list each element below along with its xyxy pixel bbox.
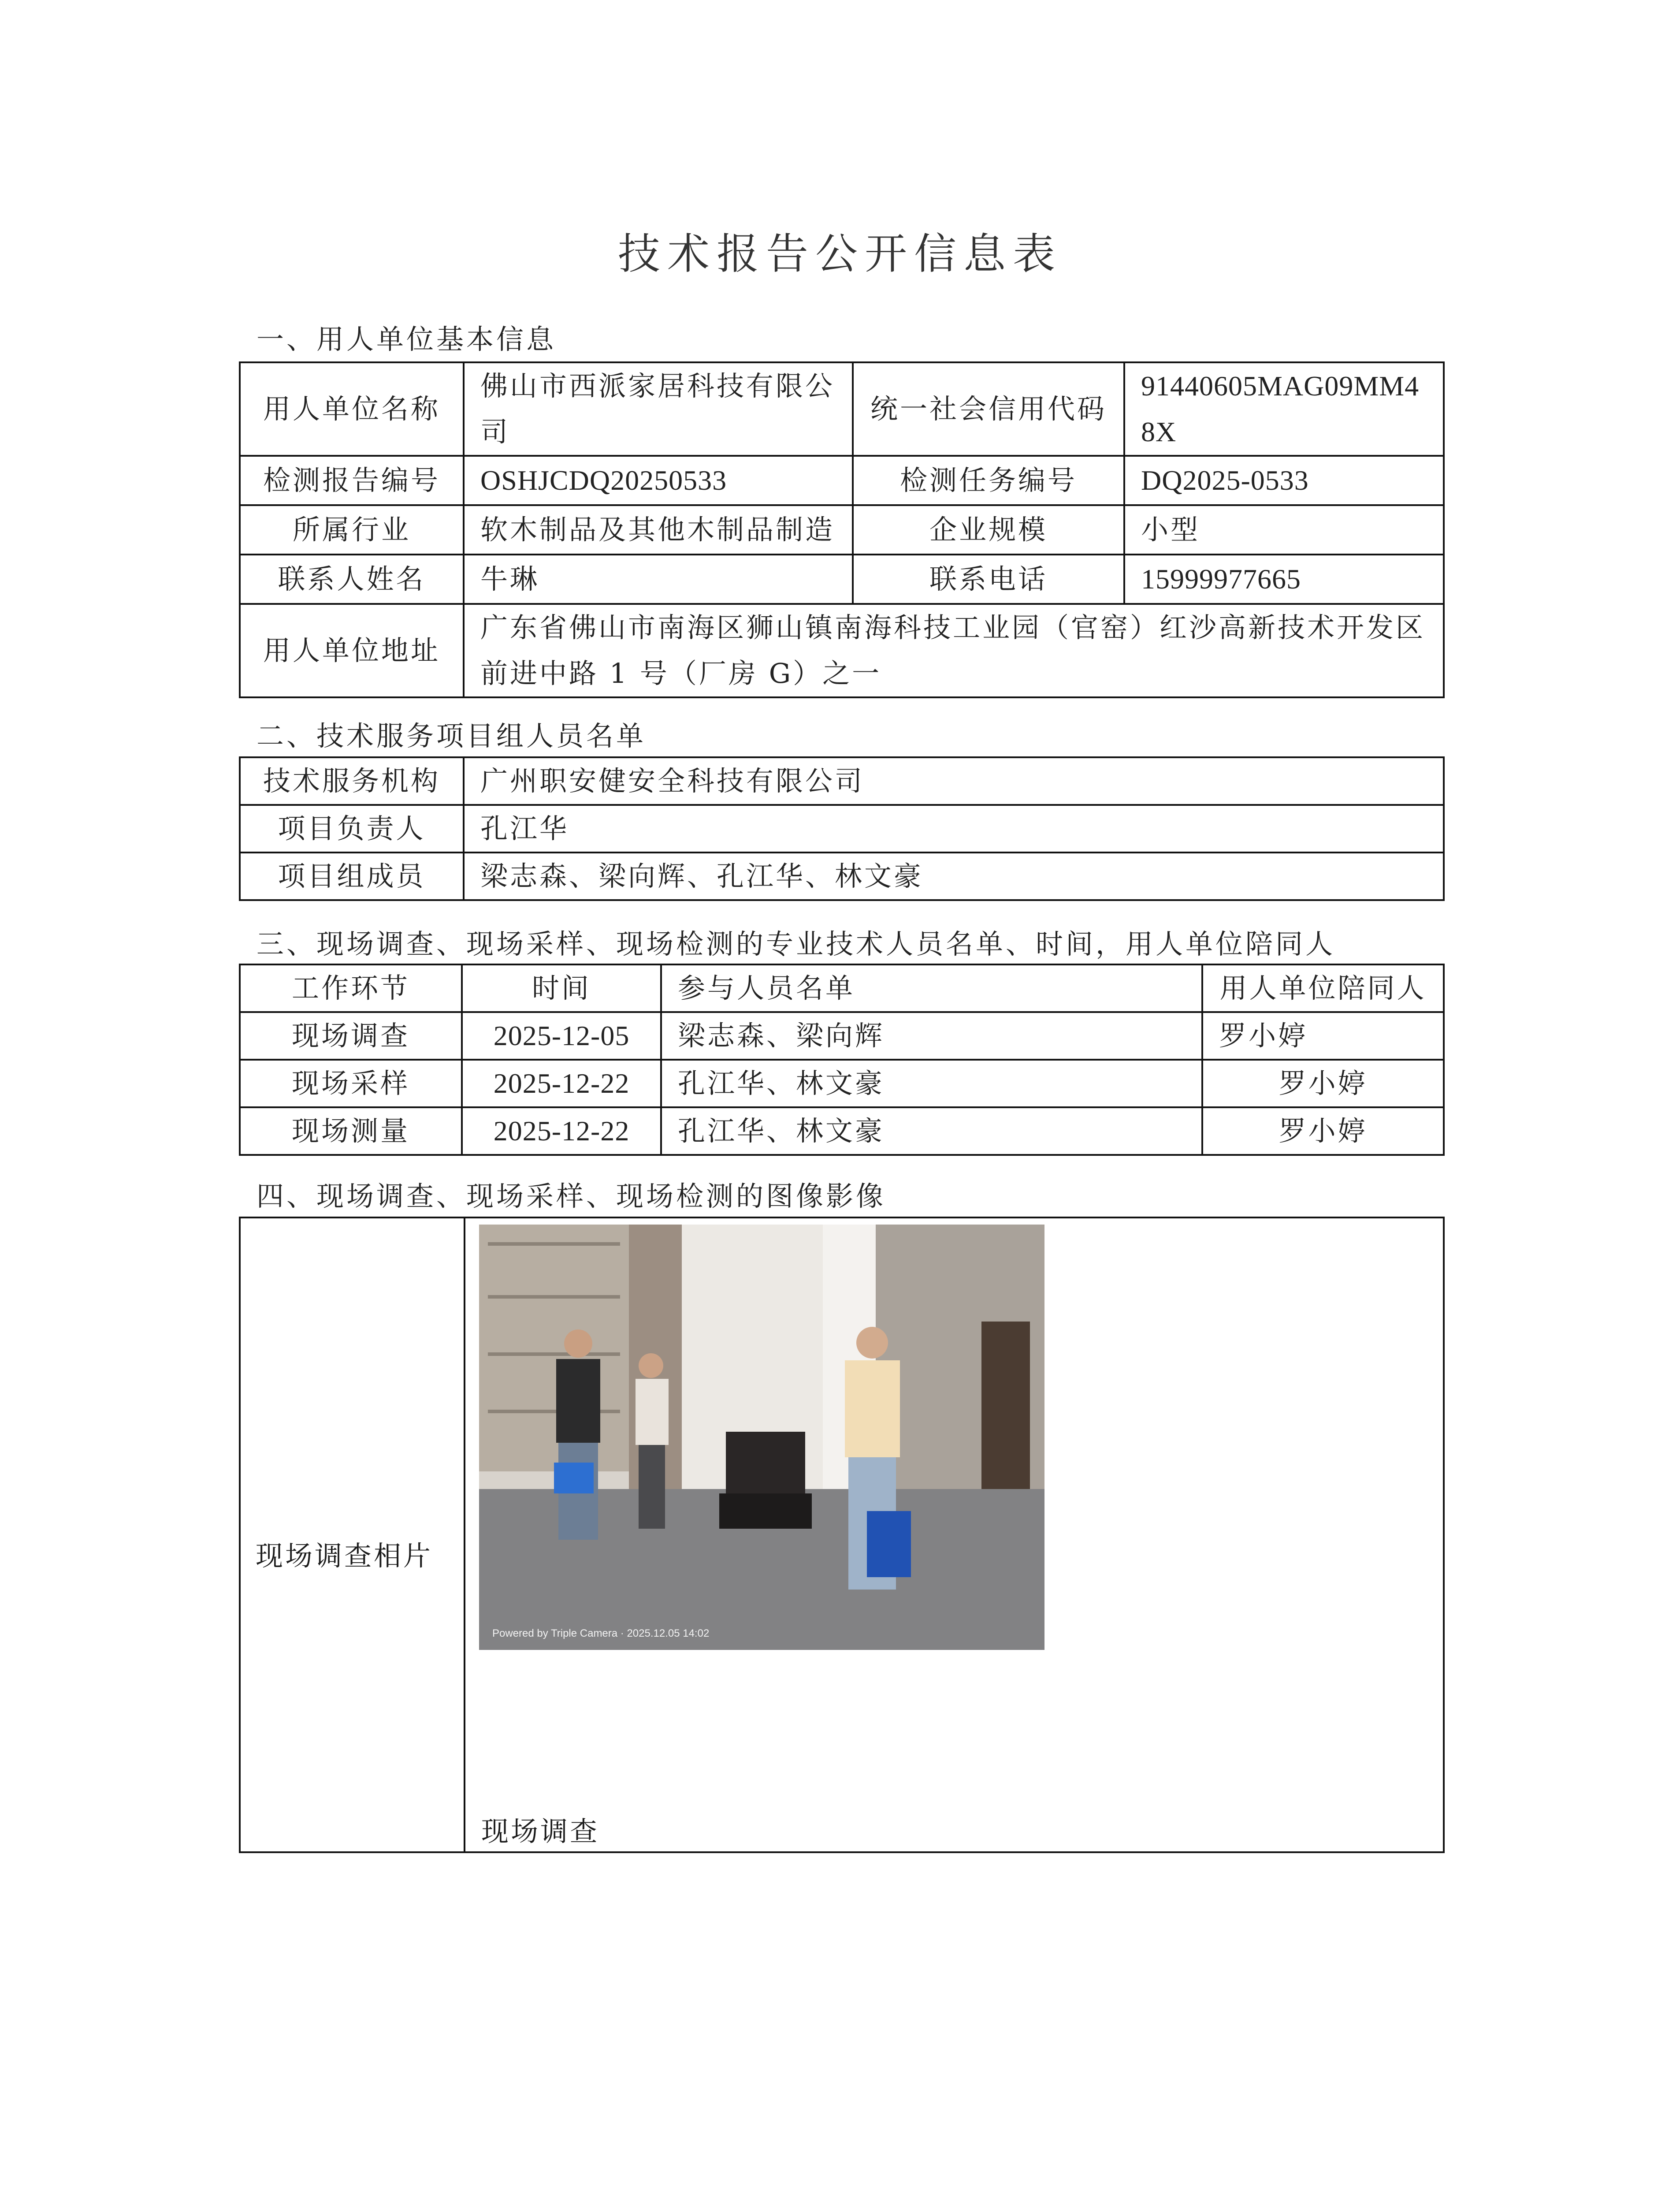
team-table: [239, 756, 1445, 901]
row-escort: 罗小婷: [1202, 1060, 1444, 1107]
header-people: 参与人员名单: [661, 964, 1202, 1012]
basic-info-table: [239, 361, 1445, 698]
row-stage: 现场调查: [240, 1012, 462, 1060]
scale-value: 小型: [1124, 505, 1444, 555]
row-escort: 罗小婷: [1202, 1012, 1444, 1060]
report-no-label: 检测报告编号: [240, 456, 464, 505]
members-label: 项目组成员: [240, 853, 464, 900]
header-date: 时间: [462, 964, 661, 1012]
table-header-row: [240, 964, 1444, 1012]
photo-caption: 现场调查: [481, 1815, 600, 1847]
table-row: [240, 555, 1444, 604]
header-escort: 用人单位陪同人: [1202, 964, 1444, 1012]
table-row: [240, 1060, 1444, 1107]
credit-code-value: 91440605MAG09MM48X: [1124, 362, 1444, 456]
table-row: [240, 1107, 1444, 1155]
page-title: 技术报告公开信息表: [618, 229, 1062, 279]
members-value: 梁志森、梁向辉、孔江华、林文豪: [464, 853, 1444, 900]
site-survey-photo: [479, 1225, 1044, 1650]
table-row: [240, 362, 1444, 456]
industry-value: 软木制品及其他木制品制造: [464, 505, 853, 555]
contact-value: 牛琳: [464, 555, 853, 604]
photo-row-label: 现场调查相片: [256, 1540, 433, 1572]
row-date: 2025-12-22: [462, 1107, 661, 1155]
org-value: 广州职安健安全科技有限公司: [464, 757, 1444, 805]
section-2-heading: 二、技术服务项目组人员名单: [256, 720, 647, 752]
table-row: [240, 505, 1444, 555]
section-1-heading: 一、用人单位基本信息: [256, 323, 557, 355]
task-no-value: DQ2025-0533: [1124, 456, 1444, 505]
unit-name-value: 佛山市西派家居科技有限公司: [464, 362, 853, 456]
section-4-heading: 四、现场调查、现场采样、现场检测的图像影像: [256, 1180, 886, 1212]
address-label: 用人单位地址: [240, 604, 464, 697]
row-stage: 现场采样: [240, 1060, 462, 1107]
leader-label: 项目负责人: [240, 805, 464, 853]
schedule-table: [239, 964, 1445, 1156]
photo-watermark: Powered by Triple Camera · 2025.12.05 14:02: [492, 1627, 710, 1639]
row-people: 孔江华、林文豪: [661, 1060, 1202, 1107]
scale-label: 企业规模: [853, 505, 1124, 555]
row-date: 2025-12-05: [462, 1012, 661, 1060]
row-stage: 现场测量: [240, 1107, 462, 1155]
table-row: [240, 456, 1444, 505]
org-label: 技术服务机构: [240, 757, 464, 805]
row-date: 2025-12-22: [462, 1060, 661, 1107]
report-no-value: OSHJCDQ20250533: [464, 456, 853, 505]
table-row: [240, 805, 1444, 853]
row-people: 孔江华、林文豪: [661, 1107, 1202, 1155]
task-no-label: 检测任务编号: [853, 456, 1124, 505]
credit-code-label: 统一社会信用代码: [853, 362, 1124, 456]
address-value: 广东省佛山市南海区狮山镇南海科技工业园（官窑）红沙高新技术开发区前进中路 1 号（厂房 G）之一: [464, 604, 1444, 697]
phone-label: 联系电话: [853, 555, 1124, 604]
phone-value: 15999977665: [1124, 555, 1444, 604]
industry-label: 所属行业: [240, 505, 464, 555]
table-row: [240, 1012, 1444, 1060]
leader-value: 孔江华: [464, 805, 1444, 853]
row-escort: 罗小婷: [1202, 1107, 1444, 1155]
header-stage: 工作环节: [240, 964, 462, 1012]
contact-label: 联系人姓名: [240, 555, 464, 604]
row-people: 梁志森、梁向辉: [661, 1012, 1202, 1060]
table-row: [240, 853, 1444, 900]
table-row: [240, 604, 1444, 697]
table-row: [240, 757, 1444, 805]
unit-name-label: 用人单位名称: [240, 362, 464, 456]
section-3-heading: 三、现场调查、现场采样、现场检测的专业技术人员名单、时间，用人单位陪同人: [256, 928, 1336, 960]
